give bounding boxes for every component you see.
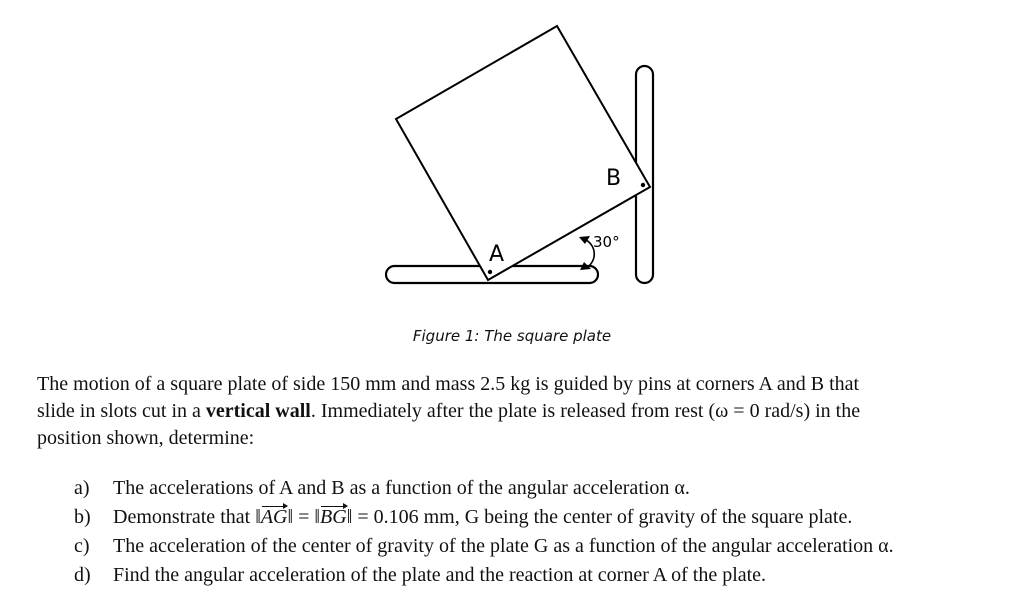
question-list [74,474,1019,590]
question-b-pre: Demonstrate that [113,506,256,528]
statement-line-1: The motion of a square plate of side 150 mm and mass 2.5 kg is guided by pins at corners A and B that [37,373,860,395]
label-b: B [606,166,622,191]
question-d [74,561,1019,590]
question-b-marker: b) [74,506,91,528]
vector-ag: AG [261,503,288,532]
question-b-post: = 0.106 mm, G being the center of gravity of the square plate. [352,506,853,528]
question-c-text: The acceleration of the center of gravity of the plate G as a function of the angular acceleration α. [113,535,894,557]
figure-caption: Figure 1: The square plate [412,327,612,345]
question-b-mid: = [293,506,315,528]
label-a: A [489,242,505,267]
vertical-wall-emphasis: vertical wall [205,400,311,422]
statement-line-3: position shown, determine: [37,427,255,449]
question-a [74,474,1019,503]
question-c-marker: c) [74,535,90,557]
problem-statement [37,371,1007,452]
question-d-text: Find the angular acceleration of the plate and the reaction at corner A of the plate. [113,564,767,586]
question-d-marker: d) [74,564,91,586]
statement-line-2 [37,398,1007,425]
question-b-text: Demonstrate that ‖AG‖ = ‖BG‖ = 0.106 mm, G being the center of gravity of the square plate. [113,503,852,532]
vector-bg: BG [320,503,347,532]
pin-b [641,183,645,187]
statement-line-2a: slide in slots cut in a [37,400,206,422]
pin-a [488,270,492,274]
question-c [74,532,1019,561]
question-a-marker: a) [74,477,90,499]
statement-line-2c: . Immediately after the plate is released from rest (ω = 0 rad/s) in the [310,400,861,422]
question-b [74,503,1019,532]
angle-arrow-top [579,236,590,244]
angle-label: 30° [593,233,620,251]
question-a-text: The accelerations of A and B as a function of the angular acceleration α. [113,477,690,499]
